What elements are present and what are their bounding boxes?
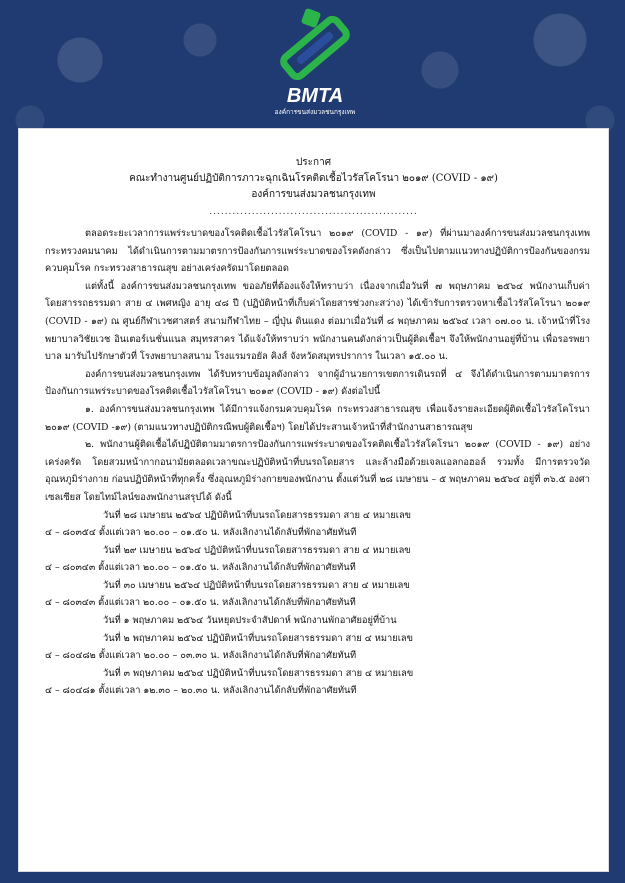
timeline-item-5: วันที่ ๒ พฤษภาคม ๒๕๖๔ ปฏิบัติหน้าที่บนรถโดยสารธรรมดา สาย ๔ หมายเลข bbox=[103, 632, 413, 644]
page-subtitle: คณะทำงานศูนย์ปฏิบัติการภาวะฉุกเฉินโรคติดเชื้อไวรัสโคโรนา ๒๐๑๙ (COVID - ๑๙) bbox=[129, 173, 498, 184]
organization-name: องค์การขนส่งมวลชนกรุงเทพ bbox=[251, 189, 376, 200]
bmta-logo bbox=[265, 8, 365, 118]
timeline-item-3: วันที่ ๓๐ เมษายน ๒๕๖๔ ปฏิบัติหน้าที่บนรถโดยสารธรรมดา สาย ๔ หมายเลข bbox=[103, 579, 410, 591]
timeline-item-2-detail: ๔ – ๘๐๓๔๓ ตั้งแต่เวลา ๒๐.๐๐ – ๐๑.๕๐ น. หลังเลิกงานได้กลับที่พักอาศัยทันที bbox=[45, 562, 356, 574]
paragraph-3: องค์การขนส่งมวลชนกรุงเทพ ได้รับทราบข้อมูลดังกล่าว จากผู้อำนวยการเขตการเดินรถที่ ๔ จึงได้ดำเนินการตามมาตรการป้องกันการแพร่ระบาดของโรคติดเชื้อไวรัสโคโรนา ๒๐๑๙ (COVID - ๑๙) ดังต่อไปนี้ bbox=[45, 368, 590, 398]
announcement-paper bbox=[18, 128, 609, 872]
title-block bbox=[19, 155, 608, 217]
bmta-logo-icon bbox=[265, 8, 365, 118]
paragraph-2: แต่ทั้งนี้ องค์การขนส่งมวลชนกรุงเทพ ขออภัยที่ต้องแจ้งให้ทราบว่า เนื่องจากเมื่อวันที่ ๗ พฤษภาคม ๒๕๖๔ พนักงานเก็บค่าโดยสารรถธรรมดา สาย ๔ เพศหญิง อายุ ๔๘ ปี (ปฏิบัติหน้าที่เก็บค่าโดยสารช่วงกะสว่าง) ได้เข้ารับการตรวจหาเชื้อไวรัสโคโรนา ๒๐๑๙ (COVID - ๑๙) ณ ศูนย์กีฬาเวชศาสตร์ สนามกีฬาไทย – ญี่ปุ่น ดินแดง ต่อมาเมื่อวันที่ ๘ พฤษภาคม ๒๕๖๔ เวลา ๐๗.๐๐ น. เจ้าหน้าที่โรงพยาบาลวิชัยเวช อินเตอร์เนชั่นแนล สมุทรสาคร ได้แจ้งให้ทราบว่า พนักงานคนดังกล่าวเป็นผู้ติดเชื้อฯ จึงให้พนักงานอยู่ที่บ้าน เพื่อรอรพยาบาล มารับไปรักษาตัวที่ โรงพยาบาลสนาม โรงแรมรอยัล คิงส์ จังหวัดสมุทรปราการ ในเวลา ๑๕.๐๐ น. bbox=[45, 280, 590, 363]
header-banner bbox=[0, 0, 625, 130]
announcement-body bbox=[45, 225, 590, 700]
timeline-item-6: วันที่ ๓ พฤษภาคม ๒๕๖๔ ปฏิบัติหน้าที่บนรถโดยสารธรรมดา สาย ๔ หมายเลข bbox=[103, 667, 414, 679]
page-title: ประกาศ bbox=[295, 157, 332, 168]
title-divider: ...................................................... bbox=[209, 207, 418, 217]
timeline-item-4: วันที่ ๑ พฤษภาคม ๒๕๖๔ วันหยุดประจำสัปดาห์ พนักงานพักอาศัยอยู่ที่บ้าน bbox=[103, 615, 397, 627]
paragraph-5: ๒. พนักงานผู้ติดเชื้อได้ปฏิบัติตามมาตรการป้องกันการแพร่ระบาดของโรคติดเชื้อไวรัสโคโรนา ๒๐๑๙ (COVID - ๑๙) อย่างเคร่งครัด โดยสวมหน้ากากอนามัยตลอดเวลาขณะปฏิบัติหน้าที่บนรถโดยสาร และล้างมือด้วยเจลแอลกอฮอล์ รวมทั้ง มีการตรวจวัดอุณหภูมิร่างกาย ก่อนปฏิบัติหน้าที่ทุกครั้ง ซึ่งอุณหภูมิร่างกายของพนักงาน ตั้งแต่วันที่ ๒๘ เมษายน – ๕ พฤษภาคม ๒๕๖๔ อยู่ที่ ๓๖.๕ องศาเซลเซียส โดยไทม์ไลน์ของพนักงานสรุปได้ ดังนี้ bbox=[45, 439, 590, 503]
timeline-item-3-detail: ๔ – ๘๐๓๔๓ ตั้งแต่เวลา ๒๐.๐๐ – ๐๑.๕๐ น. หลังเลิกงานได้กลับที่พักอาศัยทันที bbox=[45, 597, 356, 609]
timeline-item-2: วันที่ ๒๙ เมษายน ๒๕๖๔ ปฏิบัติหน้าที่บนรถโดยสารธรรมดา สาย ๔ หมายเลข bbox=[103, 544, 411, 556]
timeline-item-1-detail: ๔ – ๘๐๓๕๔ ตั้งแต่เวลา ๒๐.๐๐ – ๐๑.๕๐ น. หลังเลิกงานได้กลับที่พักอาศัยทันที bbox=[45, 527, 357, 539]
timeline-list bbox=[45, 507, 590, 701]
logo-text: BMTA bbox=[286, 85, 344, 107]
timeline-item-1: วันที่ ๒๘ เมษายน ๒๕๖๔ ปฏิบัติหน้าที่บนรถโดยสารธรรมดา สาย ๔ หมายเลข bbox=[103, 509, 411, 521]
timeline-item-5-detail: ๔ – ๘๐๔๘๒ ตั้งแต่เวลา ๒๐.๐๐ – ๐๓.๓๐ น. หลังเลิกงานได้กลับที่พักอาศัยทันที bbox=[45, 650, 357, 662]
paragraph-1: ตลอดระยะเวลาการแพร่ระบาดของโรคติดเชื้อไวรัสโคโรนา ๒๐๑๙ (COVID - ๑๙) ที่ผ่านมาองค์การขนส่งมวลชนกรุงเทพ กระทรวงคมนาคม ได้ดำเนินการตามมาตรการป้องกันการแพร่ระบาดของโรคดังกล่าว ซึ่งเป็นไปตามแนวทางปฏิบัติการป้องกันของกรมควบคุมโรค กระทรวงสาธารณสุข อย่างเคร่งครัดมาโดยตลอด bbox=[45, 228, 590, 275]
logo-subtext: องค์การขนส่งมวลชนกรุงเทพ bbox=[274, 109, 356, 116]
timeline-item-6-detail: ๔ – ๘๐๔๘๑ ตั้งแต่เวลา ๑๒.๓๐ – ๒๐.๓๐ น. หลังเลิกงานได้กลับที่พักอาศัยทันที bbox=[45, 685, 357, 697]
paragraph-4: ๑. องค์การขนส่งมวลชนกรุงเทพ ได้มีการแจ้งกรมควบคุมโรค กระทรวงสาธารณสุข เพื่อแจ้งรายละเอียดผู้ติดเชื้อไวรัสโคโรนา ๒๐๑๙ (COVID -๑๙) (ตามแนวทางปฏิบัติกรณีพบผู้ติดเชื้อฯ) โดยได้ประสานเจ้าหน้าที่สำนักงานสาธารณสุข bbox=[45, 403, 590, 433]
